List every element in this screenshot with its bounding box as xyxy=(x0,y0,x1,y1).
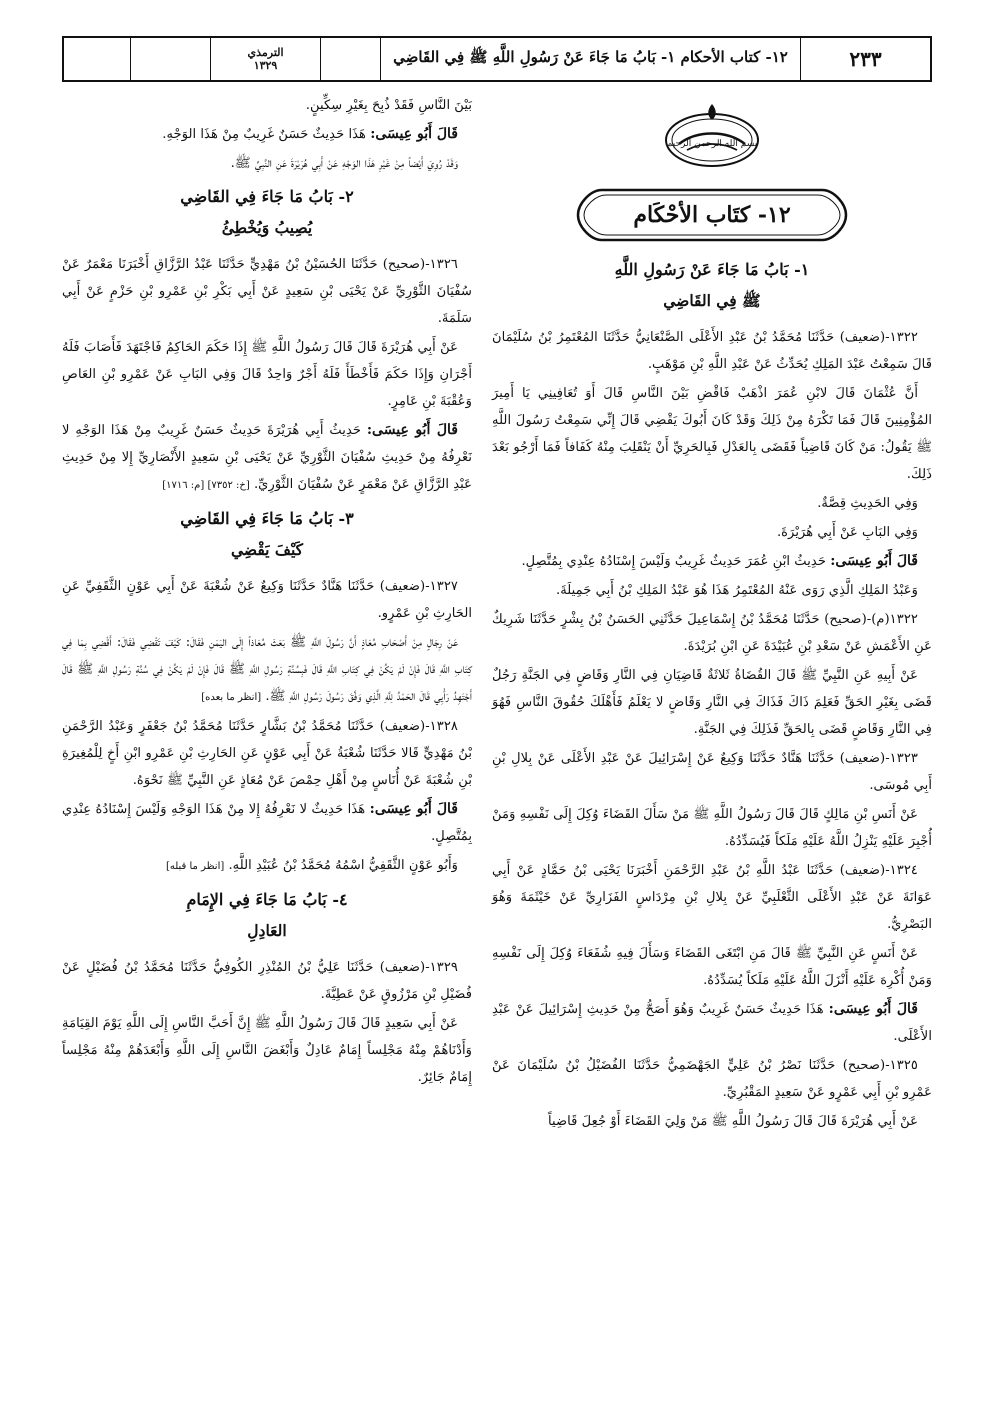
hadith-text: أَنَّ عُثْمَانَ قَالَ لابْنِ عُمَرَ اذْهَبْ فَاقْضِ بَيْنَ النَّاسِ قَالَ أَوَ تُعَافِينِي يَا أَمِيرَ المُؤْمِنِينَ قَالَ فَمَا تَكْرَهُ مِنْ ذَلِكَ وَقَدْ كَانَ أَبُوكَ يَقْضِي قَالَ إِنِّي سَمِعْتُ رَسُولَ اللَّهِ ﷺ يَقُولُ: مَنْ كَانَ قَاضِياً فَقَضَى بِالعَدْلِ فَبِالحَرِيِّ أَنْ يَنْقَلِبَ مِنْهُ كَفَافاً فَمَا أَرْجُو بَعْدَ ذَلِكَ. xyxy=(492,386,932,482)
abu-isa-comment xyxy=(62,121,472,148)
hadith-1322: ١٣٢٢-(ضعيف) حَدَّثَنَا مُحَمَّدُ بْنُ عَبْدِ الأَعْلَى الصَّنْعَانِيُّ حَدَّثَنَا المُعْتَمِرُ بْنُ سُلَيْمَانَ قَالَ سَمِعْتُ عَبْدَ المَلِكِ يُحَدِّثُ عَنْ عَبْدِ اللَّهِ بْنِ مَوْهَبٍ. xyxy=(492,330,932,372)
comment-text: هَذَا حَدِيثٌ حَسَنٌ غَرِيبٌ مِنْ هَذَا الوَجْهِ. xyxy=(162,127,366,142)
hadith-text: عَنْ أَبِيهِ عَنِ النَّبِيِّ ﷺ قَالَ القُضَاةُ ثَلاثَةٌ قَاضِيَانِ فِي النَّارِ وَقَاضٍ فِي الجَنَّةِ رَجُلٌ قَضَى بِغَيْرِ الحَقِّ فَعَلِمَ ذَاكَ فَذَاكَ فِي النَّارِ وَقَاضٍ لا يَعْلَمُ فَأَهْلَكَ حُقُوقَ النَّاسِ فَهُوَ فِي النَّارِ وَقَاضٍ قَضَى بِالحَقِّ فَذَلِكَ فِي الجَنَّةِ. xyxy=(492,668,932,737)
abu-isa-comment xyxy=(492,548,932,575)
left-column xyxy=(62,92,472,1093)
bab3-subtitle: كَيْفَ يَقْضِي xyxy=(230,540,303,559)
hadith-text: عَنْ أَبِي سَعِيدٍ قَالَ قَالَ رَسُولُ اللَّهِ ﷺ إِنَّ أَحَبَّ النَّاسِ إِلَى اللَّهِ يَوْمَ القِيَامَةِ وَأَدْنَاهُمْ مِنْهُ مَجْلِساً إِمَامٌ عَادِلٌ وَأَبْغَضَ النَّاسِ إِلَى اللَّهِ وَأَبْعَدَهُمْ مِنْهُ مَجْلِساً إِمَامٌ جَائِرٌ. xyxy=(62,1016,472,1085)
bab2-title: ٢- بَابُ مَا جَاءَ فِي القَاضِي xyxy=(180,187,354,206)
abu-isa-comment xyxy=(492,996,932,1050)
hadith-note xyxy=(62,852,472,880)
hadith-note: وَقَدْ رُوِيَ أَيْضاً مِنْ غَيْرِ هَذَا الوَجْهِ عَنْ أَبِي هُرَيْرَةَ عَنِ النَّبِيِّ ﷺ. xyxy=(230,156,458,171)
cross-reference: [انظر ما بعده] xyxy=(201,692,262,703)
hadith-1324: ١٣٢٤-(ضعيف) حَدَّثَنَا عَبْدُ اللَّهِ بْنُ عَبْدِ الرَّحْمَنِ أَخْبَرَنَا يَحْيَى بْنُ حَمَّادٍ عَنْ أَبِي عَوَانَةَ عَنْ عَبْدِ الأَعْلَى الثَّعْلَبِيِّ عَنْ بِلالِ بْنِ مِرْدَاسٍ الفَزَارِيِّ عَنْ خَيْثَمَةَ وَهُوَ البَصْرِيُّ. xyxy=(492,863,932,932)
qal-abu-isa: قَالَ أَبُو عِيسَى: xyxy=(828,1001,918,1017)
book-reference xyxy=(210,38,320,80)
bab4-subtitle: العَادِلِ xyxy=(247,921,287,940)
basmala-emblem xyxy=(657,100,767,170)
comment-text: حَدِيثُ ابْنِ عُمَرَ حَدِيثٌ غَرِيبٌ وَلَيْسَ إِسْنَادُهُ عِنْدِي بِمُتَّصِلٍ. xyxy=(521,554,826,569)
right-column xyxy=(492,92,932,1137)
hadith-1329: ١٣٢٩-(ضعيف) حَدَّثَنَا عَلِيُّ بْنُ المُنْذِرِ الكُوفِيُّ حَدَّثَنَا مُحَمَّدُ بْنُ فُضَيْلٍ عَنْ فُضَيْلِ بْنِ مَرْزُوقٍ عَنْ عَطِيَّةَ. xyxy=(62,960,472,1002)
abu-isa-comment xyxy=(62,417,472,499)
hadith-text: عَنْ أَنَسٍ عَنِ النَّبِيِّ ﷺ قَالَ مَنِ ابْتَغَى القَضَاءَ وَسَأَلَ فِيهِ شُفَعَاءَ وُكِلَ إِلَى نَفْسِهِ وَمَنْ أُكْرِهَ عَلَيْهِ أَنْزَلَ اللَّهُ عَلَيْهِ مَلَكاً يُسَدِّدُهُ. xyxy=(492,946,932,988)
running-title: ١٢- كتاب الأحكام ١- بَابُ مَا جَاءَ عَنْ رَسُولِ اللَّهِ ﷺ فِي القَاضِي xyxy=(380,38,800,80)
qal-abu-isa: قَالَ أَبُو عِيسَى: xyxy=(366,422,458,438)
hadith-text xyxy=(62,629,472,711)
bab2-subtitle: يُصِيبُ وَيُخْطِئُ xyxy=(221,218,313,237)
kitab-title: ١٢- كتَاب الأحْكَام xyxy=(633,201,791,228)
bab3-title: ٣- بَابُ مَا جَاءَ فِي القَاضِي xyxy=(180,509,354,528)
header-empty-cell xyxy=(130,38,210,80)
emblem-text: بسم الله الرحمن الرحيم xyxy=(666,139,758,149)
hadith-note: وَفِي الحَدِيثِ قِصَّةٌ. xyxy=(817,496,918,511)
abu-isa-comment xyxy=(62,796,472,850)
hadith-continuation: بَيْنَ النَّاسِ فَقَدْ ذُبِحَ بِغَيْرِ سِكِّينٍ. xyxy=(305,98,472,113)
hadith-text: عَنْ أَبِي هُرَيْرَةَ قَالَ قَالَ رَسُولُ اللَّهِ ﷺ مَنْ وَلِيَ القَضَاءَ أَوْ جُعِلَ قَاضِياً xyxy=(547,1114,918,1129)
qal-abu-isa: قَالَ أَبُو عِيسَى: xyxy=(830,553,918,569)
hadith-1328: ١٣٢٨-(ضعيف) حَدَّثَنَا مُحَمَّدُ بْنُ بَشَّارٍ حَدَّثَنَا مُحَمَّدُ بْنُ جَعْفَرٍ وَعَبْدُ الرَّحْمَنِ بْنُ مَهْدِيٍّ قَالا حَدَّثَنَا شُعْبَةُ عَنْ أَبِي عَوْنٍ عَنِ الحَارِثِ بْنِ عَمْرِو ابْنِ أَخٍ لِلْمُغِيرَةِ بْنِ شُعْبَةَ عَنْ أُنَاسٍ مِنْ أَهْلِ حِمْصَ عَنْ مُعَاذٍ عَنِ النَّبِيِّ ﷺ نَحْوَهُ. xyxy=(62,719,472,788)
book-page xyxy=(62,36,932,1376)
note-body: وَأَبُو عَوْنٍ الثَّقَفِيُّ اسْمُهُ مُحَمَّدُ بْنُ عُبَيْدِ اللَّهِ. xyxy=(228,858,458,873)
book-name: الترمذي xyxy=(247,45,284,59)
hadith-text: عَنْ أَنَسِ بْنِ مَالِكٍ قَالَ قَالَ رَسُولُ اللَّهِ ﷺ مَنْ سَأَلَ القَضَاءَ وُكِلَ إِلَى نَفْسِهِ وَمَنْ أُجْبِرَ عَلَيْهِ يَنْزِلُ اللَّهُ عَلَيْهِ مَلَكاً فَيُسَدِّدُهُ. xyxy=(492,807,932,849)
cross-reference: [انظر ما قبله] xyxy=(165,861,225,872)
header-empty-cell xyxy=(320,38,380,80)
comment-text: هَذَا حَدِيثٌ لا نَعْرِفُهُ إِلا مِنْ هَذَا الوَجْهِ وَلَيْسَ إِسْنَادُهُ عِنْدِي بِمُتَّصِلٍ. xyxy=(62,802,472,844)
bab1-subtitle: ﷺ فِي القَاضِي xyxy=(663,291,761,310)
hadith-range: ١٣٢٩ xyxy=(253,59,278,72)
header-empty-cell xyxy=(64,38,130,80)
hadith-body: عَنْ رِجَالٍ مِنْ أَصْحَابِ مُعَاذٍ أَنَّ رَسُولَ اللَّهِ ﷺ بَعَثَ مُعَاذاً إِلَى اليَمَنِ فَقَالَ: كَيْفَ تَقْضِي فَقَالَ: أَقْضِي بِمَا فِي كِتَابِ اللَّهِ قَالَ فَإِنْ لَمْ يَكُنْ فِي كِتَابِ اللَّهِ قَالَ فَبِسُنَّةِ رَسُولِ اللَّهِ ﷺ قَالَ فَإِنْ لَمْ يَكُنْ فِي سُنَّةِ رَسُولِ اللَّهِ ﷺ قَالَ أَجْتَهِدُ رَأْيِي قَالَ الحَمْدُ لِلَّهِ الَّذِي وَفَّقَ رَسُولَ رَسُولِ اللَّهِ ﷺ. xyxy=(62,635,472,704)
bab1-title: ١- بَابُ مَا جَاءَ عَنْ رَسُولِ اللَّهِ xyxy=(614,260,810,279)
comment-text: هَذَا حَدِيثٌ حَسَنٌ غَرِيبٌ وَهُوَ أَصَحُّ مِنْ حَدِيثِ إِسْرَائِيلَ عَنْ عَبْدِ الأَعْلَى. xyxy=(492,1002,932,1044)
comment-text: حَدِيثُ أَبِي هُرَيْرَةَ حَدِيثٌ حَسَنٌ غَرِيبٌ مِنْ هَذَا الوَجْهِ لا نَعْرِفُهُ مِنْ حَدِيثِ سُفْيَانَ الثَّوْرِيِّ عَنْ يَحْيَى بْنِ سَعِيدٍ الأَنْصَارِيِّ إِلا مِنْ حَدِيثِ عَبْدِ الرَّزَّاقِ عَنْ مَعْمَرٍ عَنْ سُفْيَانَ الثَّوْرِيِّ. xyxy=(62,423,472,492)
hadith-note: وَعَبْدُ المَلِكِ الَّذِي رَوَى عَنْهُ المُعْتَمِرُ هَذَا هُوَ عَبْدُ المَلِكِ بْنُ أَبِي جَمِيلَةَ. xyxy=(556,583,918,598)
hadith-1325: ١٣٢٥-(صحيح) حَدَّثَنَا نَصْرُ بْنُ عَلِيٍّ الجَهْضَمِيُّ حَدَّثَنَا الفُضَيْلُ بْنُ سُلَيْمَانَ عَنْ عَمْرِو بْنِ أَبِي عَمْرٍو عَنْ سَعِيدٍ المَقْبُرِيِّ. xyxy=(492,1058,932,1100)
hadith-1323: ١٣٢٣-(ضعيف) حَدَّثَنَا هَنَّادٌ حَدَّثَنَا وَكِيعٌ عَنْ إِسْرَائِيلَ عَنْ عَبْدِ الأَعْلَى عَنْ بِلالِ بْنِ أَبِي مُوسَى. xyxy=(492,751,932,793)
bab-note: وَفِي البَابِ عَنْ أَبِي هُرَيْرَةَ. xyxy=(776,525,918,540)
page-number: ٢٣٣ xyxy=(800,38,930,80)
page-header xyxy=(62,36,932,82)
bab4-title: ٤- بَابُ مَا جَاءَ فِي الإِمَامِ xyxy=(186,890,348,909)
kitab-title-frame xyxy=(572,184,852,246)
takhrij-reference: [خ: ٧٣٥٢] [م: ١٧١٦] xyxy=(162,480,250,491)
qal-abu-isa: قَالَ أَبُو عِيسَى: xyxy=(369,801,458,817)
hadith-text: عَنْ أَبِي هُرَيْرَةَ قَالَ قَالَ رَسُولُ اللَّهِ ﷺ إِذَا حَكَمَ الحَاكِمُ فَاجْتَهَدَ فَأَصَابَ فَلَهُ أَجْرَانِ وَإِذَا حَكَمَ فَأَخْطَأَ فَلَهُ أَجْرٌ وَاحِدٌ قَالَ وَفِي البَابِ عَنْ عَمْرِو بْنِ العَاصِ وَعُقْبَةَ بْنِ عَامِرٍ. xyxy=(62,340,472,409)
hadith-1322m: ١٣٢٢(م)-(صحيح) حَدَّثَنَا مُحَمَّدُ بْنُ إِسْمَاعِيلَ حَدَّثَنِي الحَسَنُ بْنُ بِشْرٍ حَدَّثَنَا شَرِيكٌ عَنِ الأَعْمَشِ عَنْ سَعْدِ بْنِ عُبَيْدَةَ عَنِ ابْنِ بُرَيْدَةَ. xyxy=(492,612,932,654)
hadith-1326: ١٣٢٦-(صحيح) حَدَّثَنَا الحُسَيْنُ بْنُ مَهْدِيٍّ حَدَّثَنَا عَبْدُ الرَّزَّاقِ أَخْبَرَنَا مَعْمَرٌ عَنْ سُفْيَانَ الثَّوْرِيِّ عَنْ يَحْيَى بْنِ سَعِيدٍ عَنْ أَبِي بَكْرِ بْنِ عَمْرِو بْنِ حَزْمٍ عَنْ أَبِي سَلَمَةَ. xyxy=(62,257,472,326)
hadith-1327: ١٣٢٧-(ضعيف) حَدَّثَنَا هَنَّادٌ حَدَّثَنَا وَكِيعٌ عَنْ شُعْبَةَ عَنْ أَبِي عَوْنٍ الثَّقَفِيِّ عَنِ الحَارِثِ بْنِ عَمْرٍو. xyxy=(62,579,472,621)
qal-abu-isa: قَالَ أَبُو عِيسَى: xyxy=(370,126,458,142)
